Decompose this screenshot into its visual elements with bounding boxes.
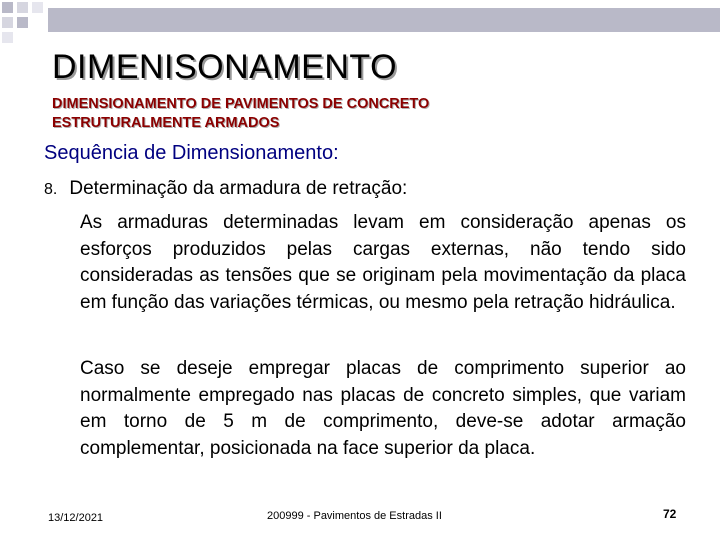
page-number: 72 (663, 507, 677, 521)
footer-course: 200999 - Pavimentos de Estradas II (267, 510, 442, 522)
subtitle-line-1: DIMENSIONAMENTO DE PAVIMENTOS DE CONCRETO (52, 96, 430, 112)
paragraph-2: Caso se deseje empregar placas de comprimento superior ao normalmente empregado nas placas de concreto simples, que variam em torno de 5 m de comprimento, deve-se adotar armação complementar, posicionada na face superior da placa. (80, 358, 686, 459)
subtitle-line-2: ESTRUTURALMENTE ARMADOS (52, 115, 280, 131)
section-heading: Sequência de Dimensionamento: (44, 142, 339, 164)
list-item-number: 8. (44, 181, 58, 198)
list-item-8 (44, 178, 407, 200)
paragraph-1: As armaduras determinadas levam em consideração apenas os esforços produzidos pelas cargas externas, não tendo sido consideradas as tensões que se originam pela movimentação da placa em função das variações térmicas, ou mesmo pela retração hidráulica. (80, 212, 686, 313)
slide-title: DIMENISONAMENTO (52, 48, 398, 86)
footer-date: 13/12/2021 (48, 512, 104, 524)
header-decorative-bar (48, 8, 720, 32)
list-item-text: Determinação da armadura de retração: (69, 178, 408, 199)
slide-subtitle (52, 95, 612, 133)
